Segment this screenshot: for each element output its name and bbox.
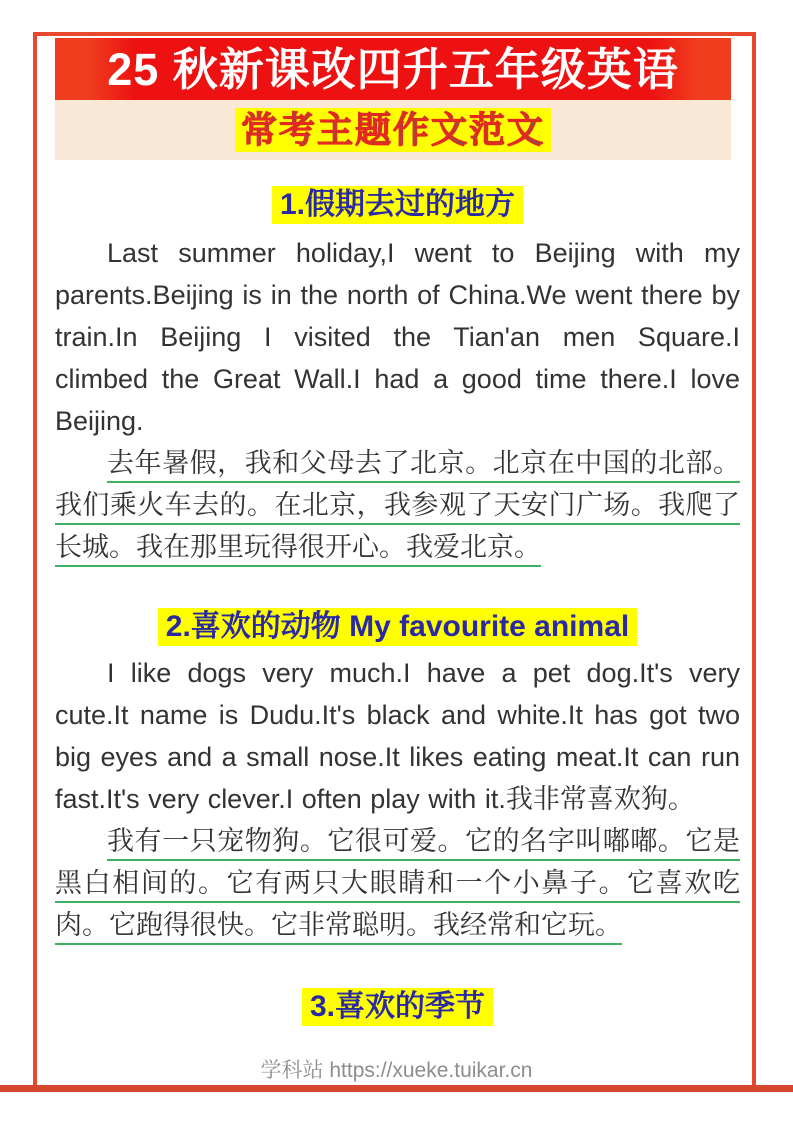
section-2 [55, 608, 740, 646]
page-subtitle: 常考主题作文范文 [235, 108, 551, 152]
section-3-heading: 3.喜欢的季节 [302, 988, 493, 1026]
section-1-heading: 1.假期去过的地方 [272, 186, 523, 224]
section-2-chinese-translation: 我有一只宠物狗。它很可爱。它的名字叫嘟嘟。它是黑白相间的。它有两只大眼睛和一个小鼻子。它喜欢吃肉。它跑得很快。它非常聪明。我经常和它玩。 [55, 826, 740, 940]
section-1-chinese-translation: 去年暑假，我和父母去了北京。北京在中国的北部。我们乘火车去的。在北京，我参观了天安门广场。我爬了长城。我在那里玩得很开心。我爱北京。 [55, 448, 740, 562]
footer-watermark: 学科站 https://xueke.tuikar.cn [260, 1059, 533, 1082]
section-3 [55, 988, 740, 1026]
page-title: 25 秋新课改四升五年级英语 [107, 43, 679, 95]
bottom-divider-line [0, 1085, 793, 1092]
subtitle-panel [55, 100, 731, 160]
title-banner [55, 38, 731, 100]
page-border-frame [33, 32, 756, 1085]
section-1 [55, 186, 740, 224]
section-2-english-paragraph: I like dogs very much.I have a pet dog.It's very cute.It name is Dudu.It's black and white.It has got two big eyes and a small nose.It likes eating meat.It can run fast.It's very clever.I often play with it.我非常喜欢狗。 [55, 658, 740, 814]
header [55, 38, 731, 160]
section-2-heading: 2.喜欢的动物 My favourite animal [158, 608, 637, 646]
footer [0, 1057, 793, 1085]
essay-content [55, 186, 740, 1026]
section-1-english-paragraph: Last summer holiday,I went to Beijing with my parents.Beijing is in the north of China.We went there by train.In Beijing I visited the Tian'an men Square.I climbed the Great Wall.I had a good time there.I love Beijing. [55, 238, 740, 436]
